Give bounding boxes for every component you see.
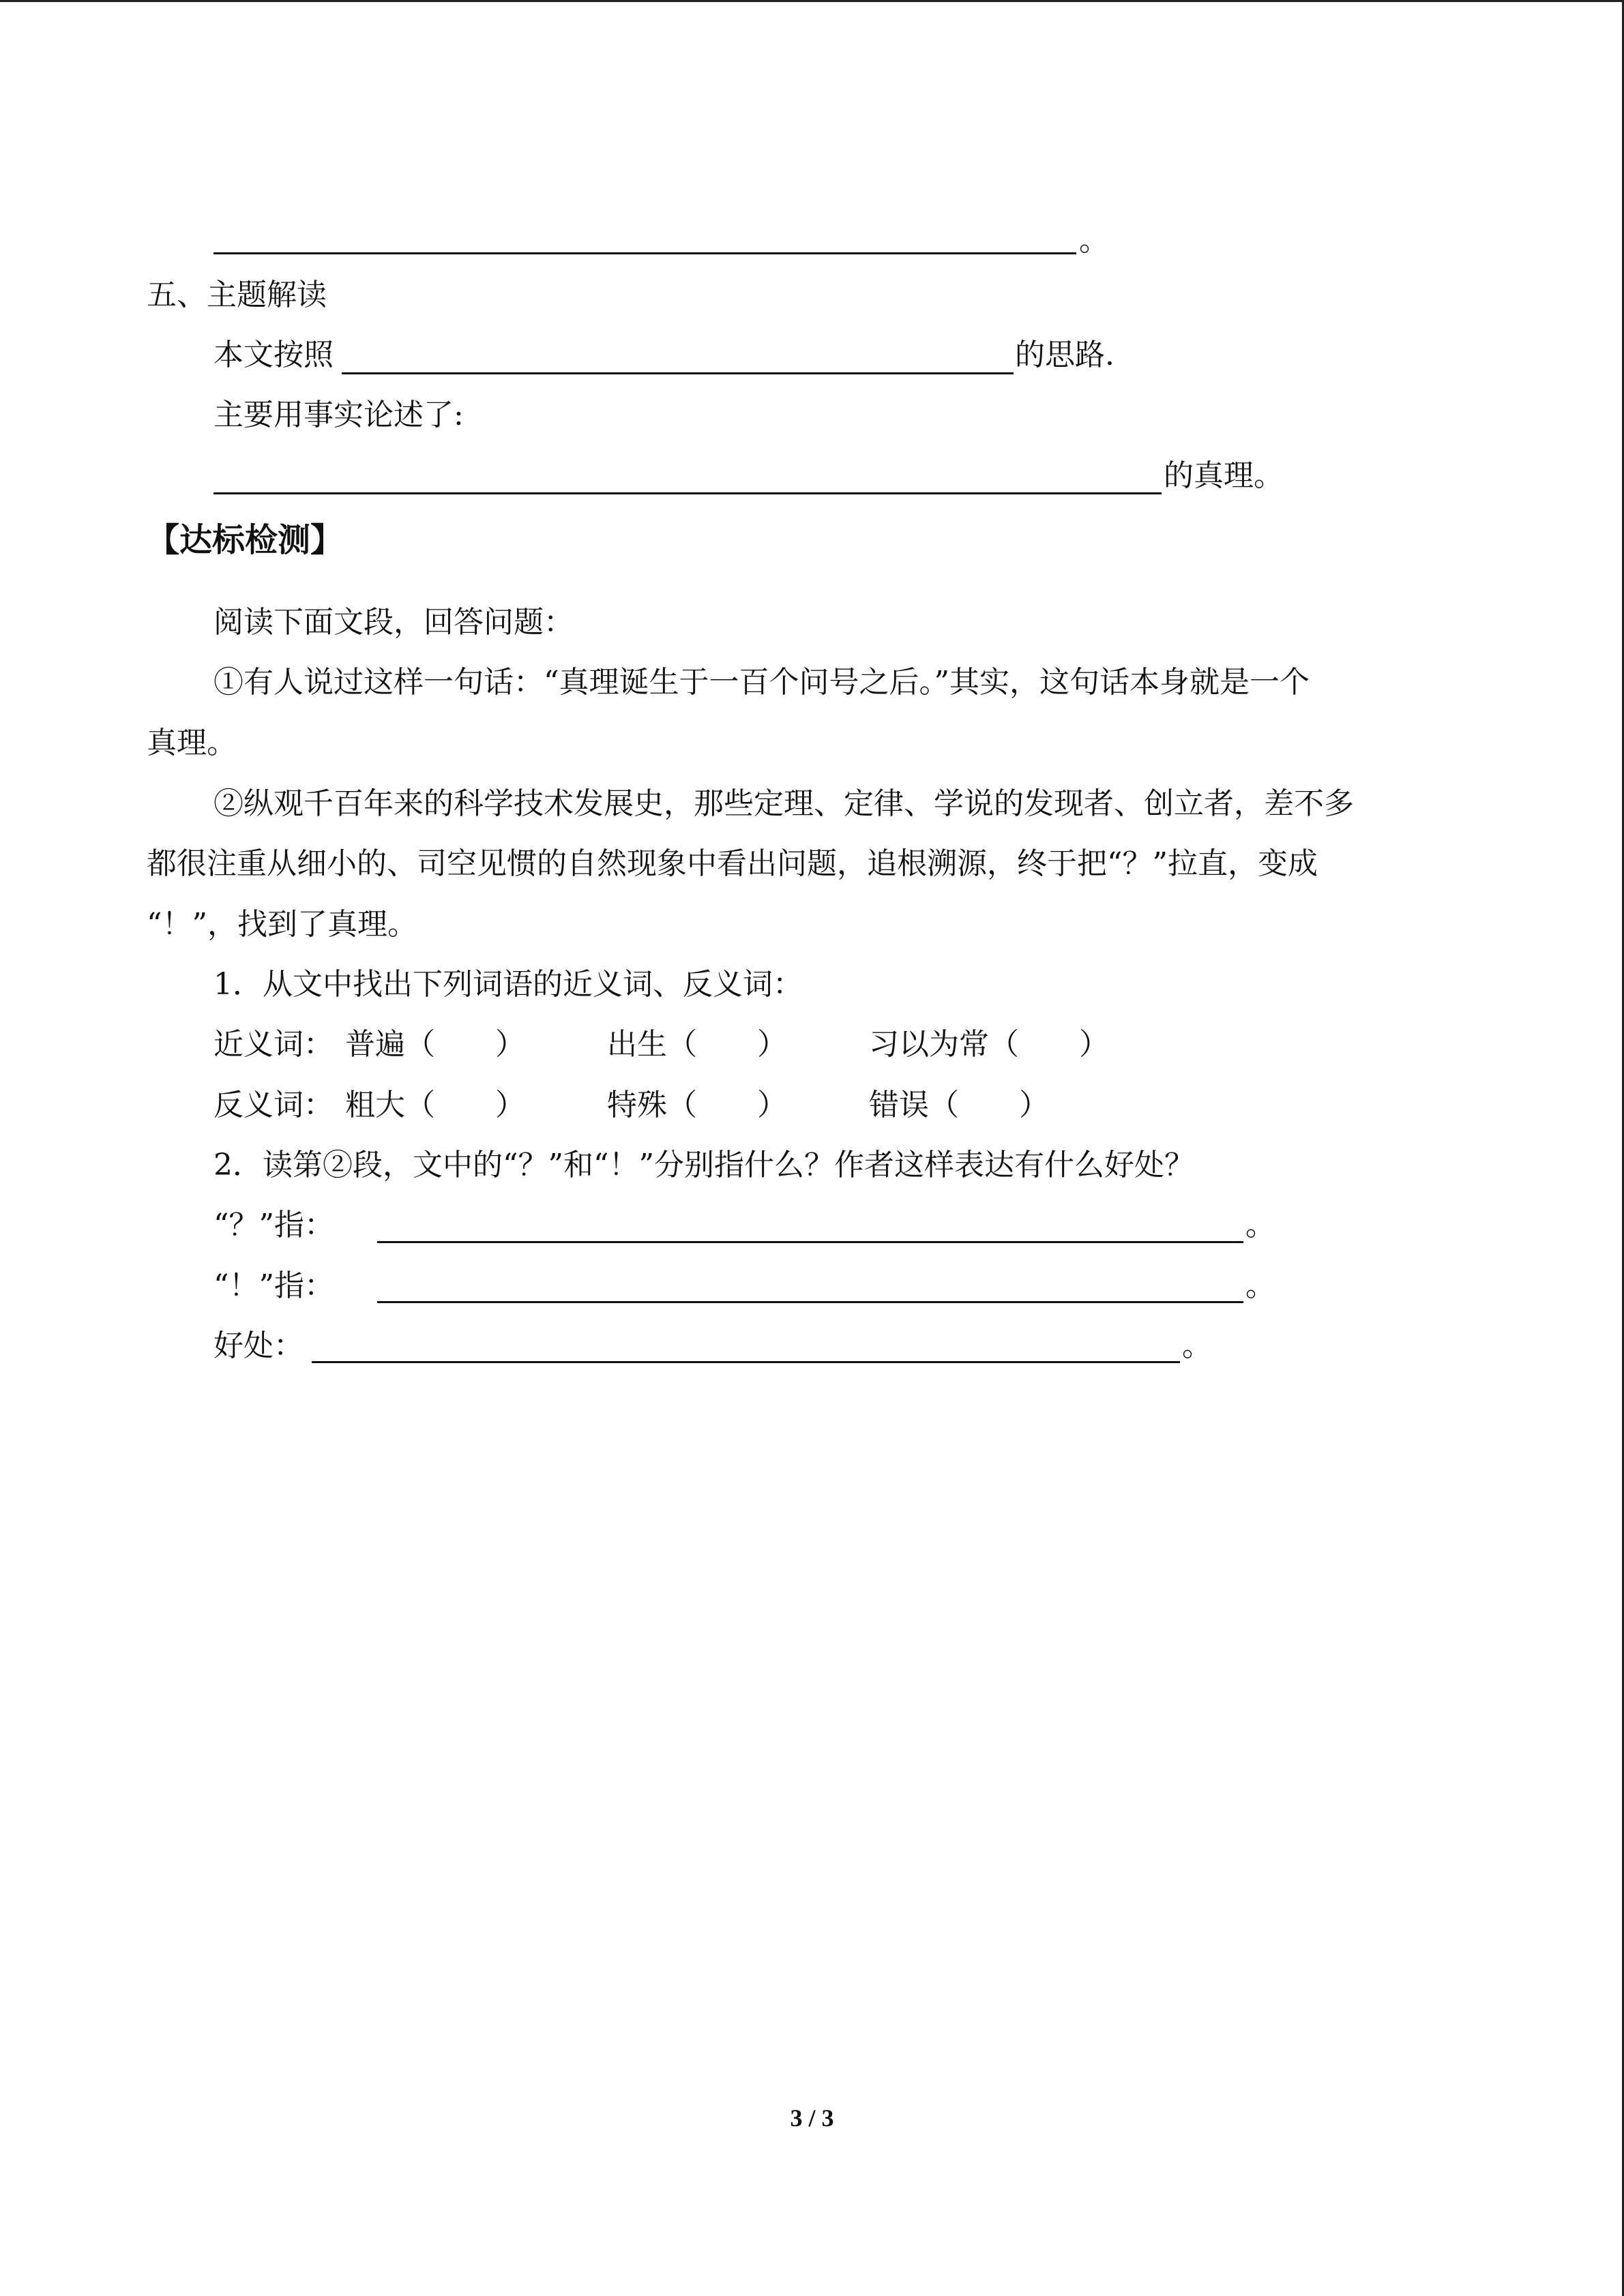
antonym-item-1[interactable]: 粗大（ ） xyxy=(345,1088,525,1122)
q2-answer3-label: 好处： xyxy=(213,1328,304,1363)
synonym-item-3[interactable]: 习以为常（ ） xyxy=(869,1027,1109,1062)
passage-para1-line1: ①有人说过这样一句话：“真理诞生于一百个问号之后。”其实，这句话本身就是一个 xyxy=(213,665,1310,700)
answer-blank-question-mark[interactable] xyxy=(377,1241,1243,1243)
theme-line3-suffix: 的真理。 xyxy=(1164,458,1284,493)
answer-blank-theme-truth[interactable] xyxy=(213,492,1162,494)
synonym-item-1[interactable]: 普遍（ ） xyxy=(345,1027,525,1062)
synonym-item-2[interactable]: 出生（ ） xyxy=(607,1027,787,1062)
q2-answer3-end: 。 xyxy=(1182,1328,1212,1363)
passage-para2-line3: “！”，找到了真理。 xyxy=(147,907,417,942)
instruction: 阅读下面文段，回答问题： xyxy=(213,605,574,640)
antonyms-row xyxy=(213,1086,1168,1124)
q2-answer1-label: “？”指： xyxy=(213,1208,334,1242)
passage-para2-line1: ②纵观千百年来的科学技术发展史，那些定理、定律、学说的发现者、创立者，差不多 xyxy=(213,786,1354,821)
q2-answer2-end: 。 xyxy=(1245,1268,1275,1303)
synonyms-label: 近义词： xyxy=(213,1027,334,1062)
theme-line1-prefix: 本文按照 xyxy=(213,338,334,372)
question-1: 1．从文中找出下列词语的近义词、反义词： xyxy=(213,967,803,1002)
q2-answer1-end: 。 xyxy=(1245,1208,1275,1242)
section-title: 五、主题解读 xyxy=(147,278,327,312)
page-number: 3 / 3 xyxy=(790,2104,834,2132)
practice-heading: 【达标检测】 xyxy=(147,521,344,559)
passage-para2-line2: 都很注重从细小的、司空见惯的自然现象中看出问题，追根溯源，终于把“？”拉直，变成 xyxy=(147,846,1318,881)
synonyms-row xyxy=(213,1026,1168,1064)
question-2: 2．读第②段，文中的“？”和“！”分别指什么？作者这样表达有什么好处？ xyxy=(213,1148,1194,1182)
answer-blank-top[interactable] xyxy=(213,252,1076,254)
q2-answer2-label: “！”指： xyxy=(213,1268,334,1303)
antonyms-label: 反义词： xyxy=(213,1088,334,1122)
antonym-item-2[interactable]: 特殊（ ） xyxy=(607,1088,787,1122)
antonym-item-3[interactable]: 错误（ ） xyxy=(869,1088,1049,1122)
answer-blank-theme-approach[interactable] xyxy=(342,372,1014,374)
answer-blank-benefit[interactable] xyxy=(312,1361,1180,1363)
page-border-top xyxy=(0,0,1624,2)
theme-line1-suffix: 的思路. xyxy=(1015,338,1114,372)
theme-line2: 主要用事实论述了: xyxy=(213,398,464,432)
blank-end-mark: 。 xyxy=(1079,223,1109,258)
passage-para1-line2: 真理。 xyxy=(147,726,237,760)
answer-blank-exclamation-mark[interactable] xyxy=(377,1301,1243,1303)
